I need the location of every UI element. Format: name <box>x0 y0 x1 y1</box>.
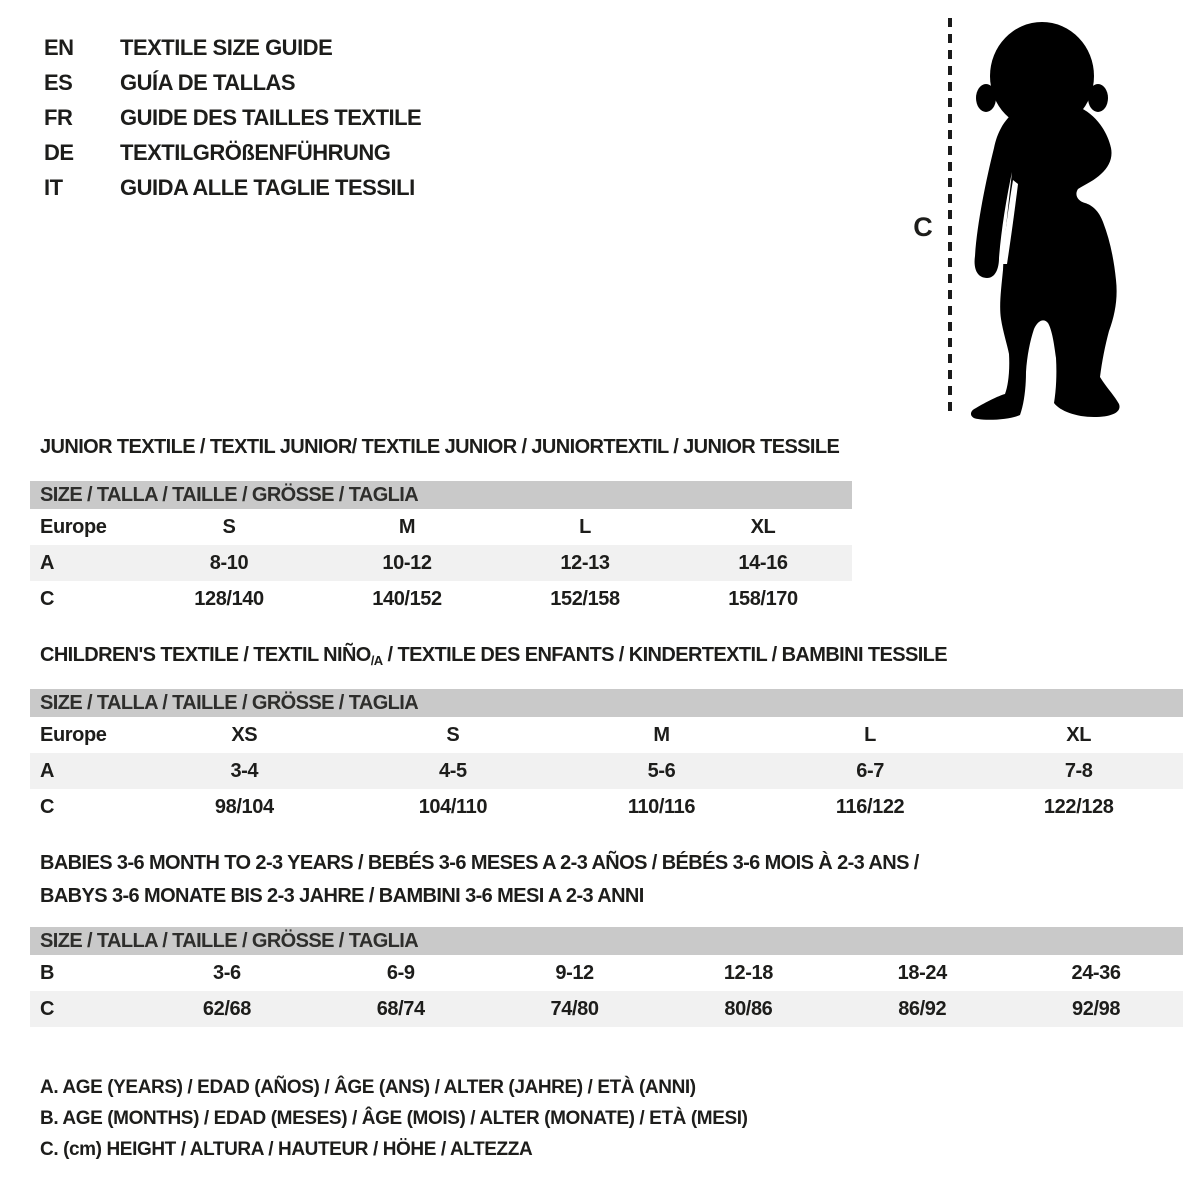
table-cell: 122/128 <box>1043 795 1114 818</box>
table-cell: XL <box>750 515 776 538</box>
language-code: ES <box>44 69 73 95</box>
table-cell: 68/74 <box>376 997 425 1020</box>
children-size-table <box>30 689 1183 825</box>
row-label: Europe <box>40 723 107 746</box>
language-row <box>44 65 421 100</box>
table-cell: 92/98 <box>1072 997 1121 1020</box>
table-cell: XS <box>231 723 258 746</box>
row-label: C <box>40 997 55 1020</box>
language-code: FR <box>44 104 73 130</box>
table-row <box>30 545 852 581</box>
row-label: C <box>40 587 55 610</box>
legend-line: A. AGE (YEARS) / EDAD (AÑOS) / ÂGE (ANS) / ALTER (JAHRE) / ETÀ (ANNI) <box>40 1077 696 1098</box>
table-cell: 3-6 <box>213 961 241 984</box>
babies-size-table <box>30 927 1183 1027</box>
height-measure-label: C <box>913 212 933 242</box>
table-cell: 12-13 <box>560 551 610 574</box>
language-list <box>44 30 421 205</box>
table-cell: 8-10 <box>209 551 249 574</box>
row-label: B <box>40 961 55 984</box>
table-cell: 158/170 <box>728 587 798 610</box>
size-table-header: SIZE / TALLA / TAILLE / GRÖSSE / TAGLIA <box>30 927 1183 955</box>
table-cell: 62/68 <box>202 997 251 1020</box>
junior-section-title: JUNIOR TEXTILE / TEXTIL JUNIOR/ TEXTILE JUNIOR / JUNIORTEXTIL / JUNIOR TESSILE <box>40 436 840 458</box>
language-code: DE <box>44 139 74 165</box>
table-cell: 104/110 <box>418 795 488 818</box>
row-label: C <box>40 795 55 818</box>
table-cell: L <box>864 723 876 746</box>
children-title-subscript: /A <box>370 653 383 668</box>
table-row <box>30 789 1183 825</box>
table-cell: 10-12 <box>382 551 432 574</box>
babies-section-title-line2: BABYS 3-6 MONATE BIS 2-3 JAHRE / BAMBINI 3-6 MESI A 2-3 ANNI <box>40 885 644 907</box>
table-row <box>30 955 1183 991</box>
table-cell: 86/92 <box>898 997 947 1020</box>
row-label: A <box>40 551 55 574</box>
table-cell: 116/122 <box>835 795 905 818</box>
table-cell: 98/104 <box>214 795 274 818</box>
table-cell: L <box>579 515 591 538</box>
language-code: IT <box>44 174 63 200</box>
language-title: TEXTILE SIZE GUIDE <box>120 34 333 60</box>
table-cell: XL <box>1066 723 1092 746</box>
language-row <box>44 100 421 135</box>
children-section-title <box>40 643 947 673</box>
table-cell: 14-16 <box>738 551 788 574</box>
table-cell: S <box>446 723 460 746</box>
table-row <box>30 509 852 545</box>
table-cell: 12-18 <box>723 961 773 984</box>
language-title: TEXTILGRÖßENFÜHRUNG <box>120 139 391 165</box>
row-label: A <box>40 759 55 782</box>
size-table-header: SIZE / TALLA / TAILLE / GRÖSSE / TAGLIA <box>30 481 852 509</box>
children-title-text: / TEXTILE DES ENFANTS / KINDERTEXTIL / BAMBINI TESSILE <box>382 644 948 666</box>
table-row <box>30 581 852 617</box>
table-cell: 74/80 <box>550 997 599 1020</box>
children-title-text: CHILDREN'S TEXTILE / TEXTIL NIÑO <box>40 644 371 666</box>
junior-size-table <box>30 481 852 617</box>
table-row <box>30 717 1183 753</box>
table-cell: 128/140 <box>194 587 264 610</box>
language-row <box>44 135 421 170</box>
table-cell: 24-36 <box>1071 961 1121 984</box>
legend <box>40 1072 748 1165</box>
table-cell: M <box>653 723 670 746</box>
height-measure-dashed-line <box>948 18 952 416</box>
table-cell: 18-24 <box>897 961 947 984</box>
size-table-header: SIZE / TALLA / TAILLE / GRÖSSE / TAGLIA <box>30 689 1183 717</box>
table-cell: 9-12 <box>555 961 594 984</box>
legend-line: B. AGE (MONTHS) / EDAD (MESES) / ÂGE (MOIS) / ALTER (MONATE) / ETÀ (MESI) <box>40 1108 748 1129</box>
table-cell: 80/86 <box>724 997 773 1020</box>
toddler-silhouette-icon <box>962 12 1140 425</box>
language-title: GUÍA DE TALLAS <box>120 69 296 95</box>
table-cell: 6-9 <box>386 961 415 984</box>
table-row <box>30 753 1183 789</box>
table-cell: 140/152 <box>372 587 442 610</box>
table-row <box>30 991 1183 1027</box>
language-row <box>44 30 421 65</box>
table-cell: 3-4 <box>230 759 259 782</box>
language-row <box>44 170 421 205</box>
table-cell: 152/158 <box>550 587 620 610</box>
language-title: GUIDA ALLE TAGLIE TESSILI <box>120 174 415 200</box>
table-cell: 7-8 <box>1064 759 1093 782</box>
language-title: GUIDE DES TAILLES TEXTILE <box>120 104 422 130</box>
babies-section-title-line1: BABIES 3-6 MONTH TO 2-3 YEARS / BEBÉS 3-6 MESES A 2-3 AÑOS / BÉBÉS 3-6 MOIS À 2-3 ANS / <box>40 852 919 874</box>
language-code: EN <box>44 34 74 60</box>
table-cell: 6-7 <box>856 759 884 782</box>
row-label: Europe <box>40 515 107 538</box>
legend-line: C. (cm) HEIGHT / ALTURA / HAUTEUR / HÖHE / ALTEZZA <box>40 1139 533 1160</box>
table-cell: 5-6 <box>647 759 676 782</box>
table-cell: M <box>398 515 416 538</box>
table-cell: S <box>222 515 236 538</box>
table-cell: 110/116 <box>627 795 696 818</box>
table-cell: 4-5 <box>439 759 467 782</box>
